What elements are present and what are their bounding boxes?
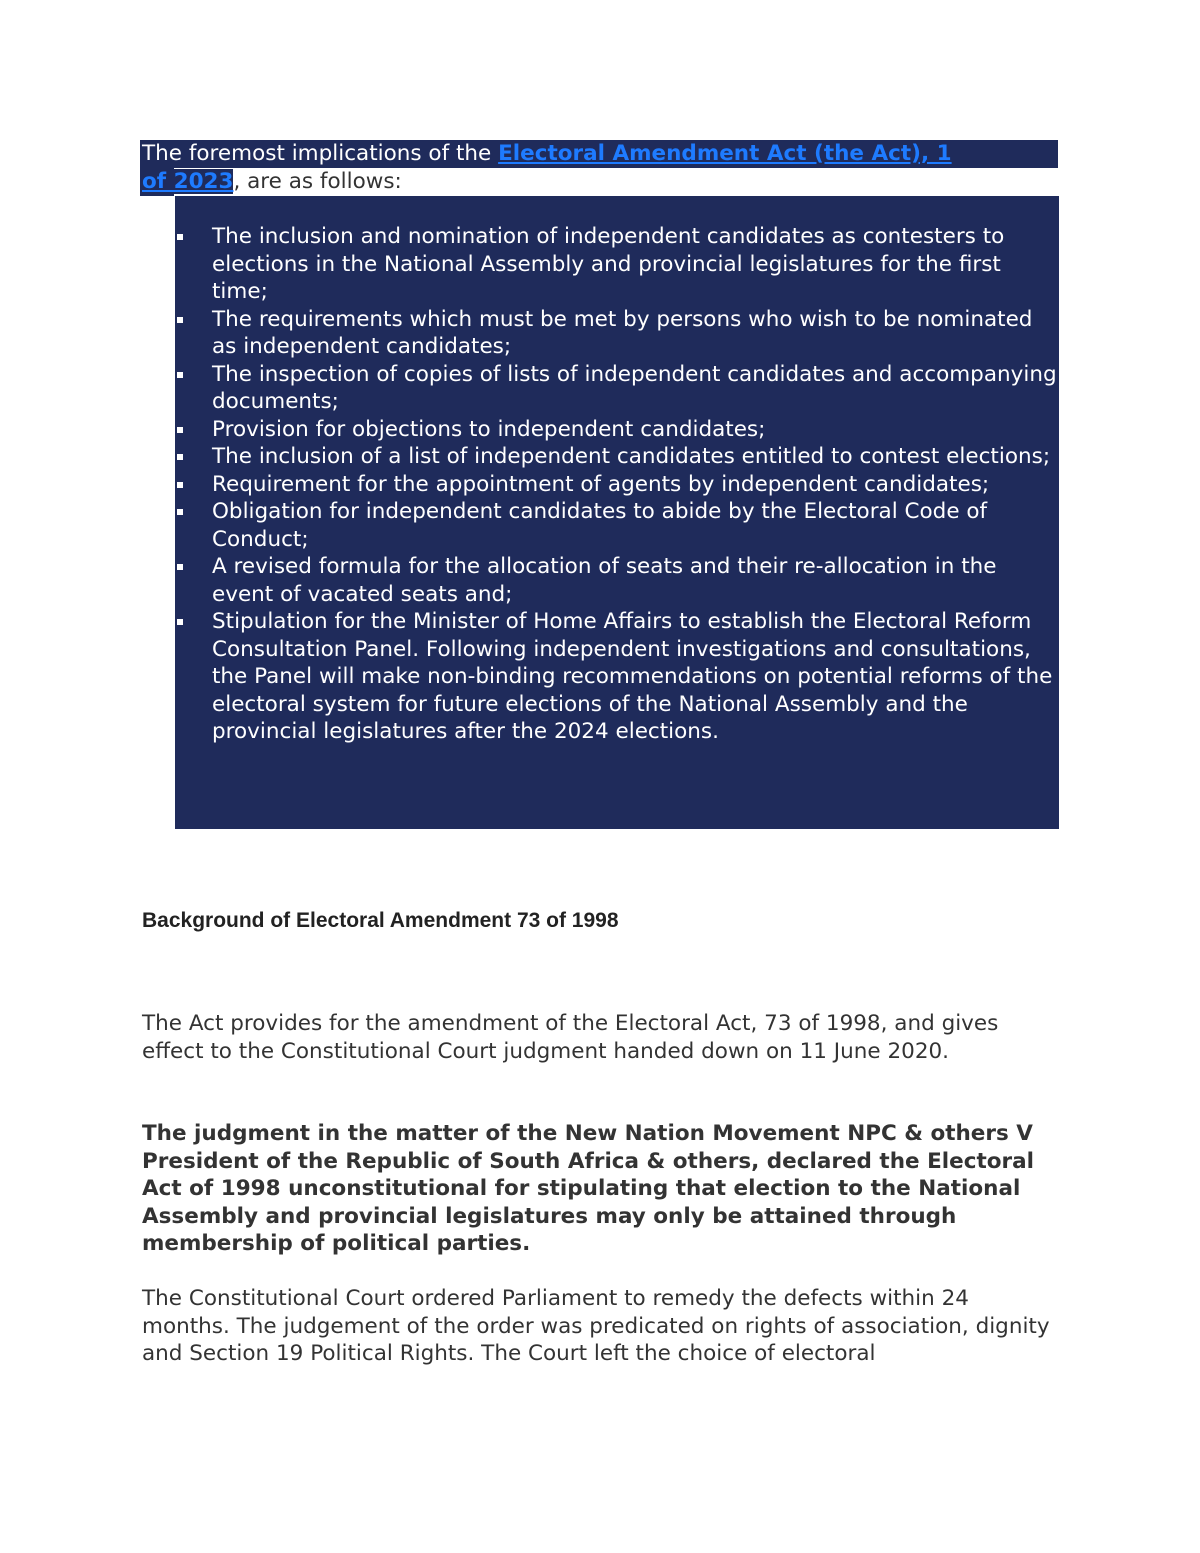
list-item: A revised formula for the allocation of seats and their re-allocation in the event of vacated seats and; bbox=[175, 553, 1059, 608]
bullet-icon bbox=[177, 482, 183, 488]
background-paragraph-2: The judgment in the matter of the New Nation Movement NPC & others V President of the Republic of South Africa & others, declared the Electoral Act of 1998 unconstitutional for stipulating that election to the National Assembly and provincial legislatures may only be attained through membership of political parties. bbox=[142, 1121, 1034, 1256]
bullet-icon bbox=[177, 619, 183, 625]
background-paragraph-3: The Constitutional Court ordered Parliament to remedy the defects within 24 months. The judgement of the order was predicated on rights of association, dignity and Section 19 Political Rights. The Court left the choice of electoral bbox=[142, 1286, 1050, 1366]
background-paragraph-1: The Act provides for the amendment of the Electoral Act, 73 of 1998, and gives effect to the Constitutional Court judgment handed down on 11 June 2020. bbox=[142, 1011, 999, 1064]
intro-prefix: The foremost implications of the bbox=[142, 141, 499, 166]
act-link[interactable]: Electoral Amendment Act (the Act), 1 bbox=[498, 141, 952, 166]
intro-suffix: , are as follows: bbox=[233, 169, 402, 194]
act-link-continued[interactable]: of 2023 bbox=[142, 169, 234, 194]
bullet-icon bbox=[177, 509, 183, 515]
bullet-icon bbox=[177, 317, 183, 323]
list-item: Requirement for the appointment of agents by independent candidates; bbox=[175, 471, 1059, 499]
list-item: The inclusion and nomination of independent candidates as contesters to elections in the National Assembly and provincial legislatures for the first time; bbox=[175, 223, 1059, 306]
bullet-icon bbox=[177, 454, 183, 460]
intro-line-2-text bbox=[140, 168, 1058, 196]
list-item: Provision for objections to independent candidates; bbox=[175, 416, 1059, 444]
bullet-icon bbox=[177, 564, 183, 570]
list-item: The inclusion of a list of independent candidates entitled to contest elections; bbox=[175, 443, 1059, 471]
bullet-icon bbox=[177, 234, 183, 240]
list-item: Obligation for independent candidates to abide by the Electoral Code of Conduct; bbox=[175, 498, 1059, 553]
list-item: The inspection of copies of lists of independent candidates and accompanying documents; bbox=[175, 361, 1059, 416]
background-heading: Background of Electoral Amendment 73 of 1998 bbox=[142, 909, 619, 932]
list-item: The requirements which must be met by persons who wish to be nominated as independent candidates; bbox=[175, 306, 1059, 361]
intro-line-1 bbox=[140, 140, 1058, 168]
list-item: Stipulation for the Minister of Home Affairs to establish the Electoral Reform Consultation Panel. Following independent investigations and consultations, the Panel will make non-binding recommendations on potential reforms of the electoral system for future elections of the National Assembly and the provincial legislatures after the 2024 elections. bbox=[175, 608, 1059, 746]
implications-list bbox=[175, 223, 1059, 746]
bullet-icon bbox=[177, 372, 183, 378]
bullet-icon bbox=[177, 427, 183, 433]
